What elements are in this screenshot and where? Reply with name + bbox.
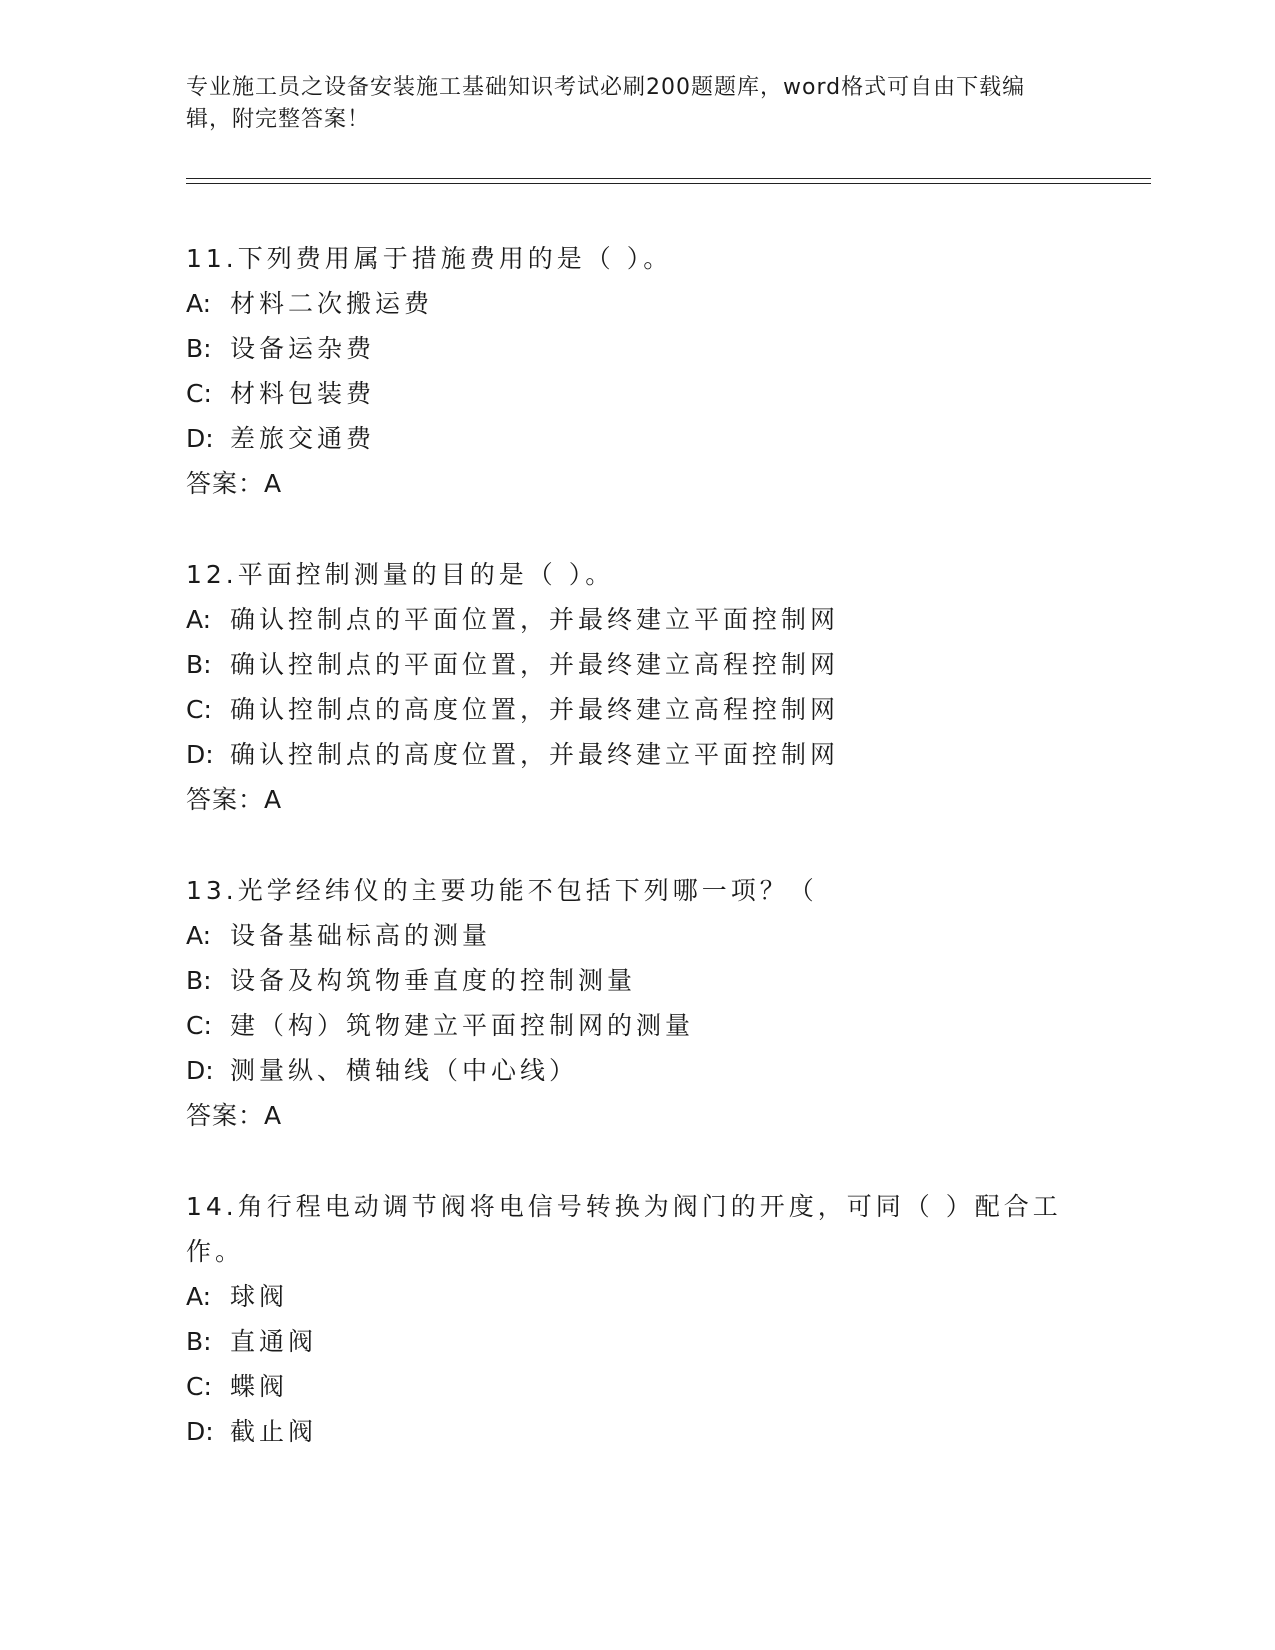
option-text: 材料包装费 — [230, 379, 376, 408]
option-d — [186, 732, 1066, 777]
question-14 — [186, 1184, 1066, 1454]
option-text: 建（构）筑物建立平面控制网的测量 — [230, 1011, 695, 1040]
option-b — [186, 642, 1066, 687]
option-text: 确认控制点的高度位置，并最终建立高程控制网 — [230, 695, 840, 724]
question-stem: 13.光学经纬仪的主要功能不包括下列哪一项？（ — [186, 876, 818, 905]
option-text: 截止阀 — [230, 1417, 318, 1446]
question-13 — [186, 868, 1066, 1138]
header-divider-top — [186, 178, 1151, 179]
option-key: A: — [186, 1282, 212, 1311]
option-d — [186, 1409, 1066, 1454]
option-text: 直通阀 — [230, 1327, 318, 1356]
option-c — [186, 1364, 1066, 1409]
option-key: C: — [186, 1372, 212, 1401]
option-text: 设备基础标高的测量 — [230, 921, 492, 950]
option-key: D: — [186, 1056, 214, 1085]
option-c — [186, 687, 1066, 732]
header-divider-bottom — [186, 183, 1151, 184]
question-12 — [186, 552, 1066, 822]
question-stem: 12.平面控制测量的目的是（ ）。 — [186, 560, 615, 589]
answer-line: 答案：A — [186, 469, 283, 498]
option-key: B: — [186, 1327, 212, 1356]
option-b — [186, 326, 1066, 371]
option-key: C: — [186, 379, 212, 408]
option-a — [186, 913, 1066, 958]
option-a — [186, 597, 1066, 642]
option-c — [186, 371, 1066, 416]
option-text: 确认控制点的平面位置，并最终建立平面控制网 — [230, 605, 840, 634]
option-text: 差旅交通费 — [230, 424, 376, 453]
option-key: A: — [186, 921, 212, 950]
option-key: B: — [186, 650, 212, 679]
question-11 — [186, 236, 1066, 506]
option-text: 蝶阀 — [230, 1372, 289, 1401]
document-header: 专业施工员之设备安装施工基础知识考试必刷200题题库，word格式可自由下载编辑，附完整答案！ — [186, 75, 1026, 132]
option-key: B: — [186, 334, 212, 363]
option-b — [186, 1319, 1066, 1364]
option-d — [186, 1048, 1066, 1093]
question-stem: 11.下列费用属于措施费用的是（ ）。 — [186, 244, 673, 273]
option-text: 设备运杂费 — [230, 334, 376, 363]
option-key: C: — [186, 695, 212, 724]
question-stem: 14.角行程电动调节阀将电信号转换为阀门的开度，可同（ ）配合工作。 — [186, 1192, 1062, 1266]
option-text: 设备及构筑物垂直度的控制测量 — [230, 966, 637, 995]
option-key: A: — [186, 289, 212, 318]
option-c — [186, 1003, 1066, 1048]
option-key: D: — [186, 424, 214, 453]
option-key: D: — [186, 740, 214, 769]
option-text: 确认控制点的高度位置，并最终建立平面控制网 — [230, 740, 840, 769]
option-a — [186, 1274, 1066, 1319]
answer-line: 答案：A — [186, 785, 283, 814]
option-text: 材料二次搬运费 — [230, 289, 434, 318]
option-text: 测量纵、横轴线（中心线） — [230, 1056, 579, 1085]
option-key: A: — [186, 605, 212, 634]
option-key: C: — [186, 1011, 212, 1040]
option-d — [186, 416, 1066, 461]
option-b — [186, 958, 1066, 1003]
answer-line: 答案：A — [186, 1101, 283, 1130]
option-text: 球阀 — [230, 1282, 289, 1311]
option-text: 确认控制点的平面位置，并最终建立高程控制网 — [230, 650, 840, 679]
option-key: B: — [186, 966, 212, 995]
question-list — [186, 236, 1066, 1500]
option-key: D: — [186, 1417, 214, 1446]
option-a — [186, 281, 1066, 326]
